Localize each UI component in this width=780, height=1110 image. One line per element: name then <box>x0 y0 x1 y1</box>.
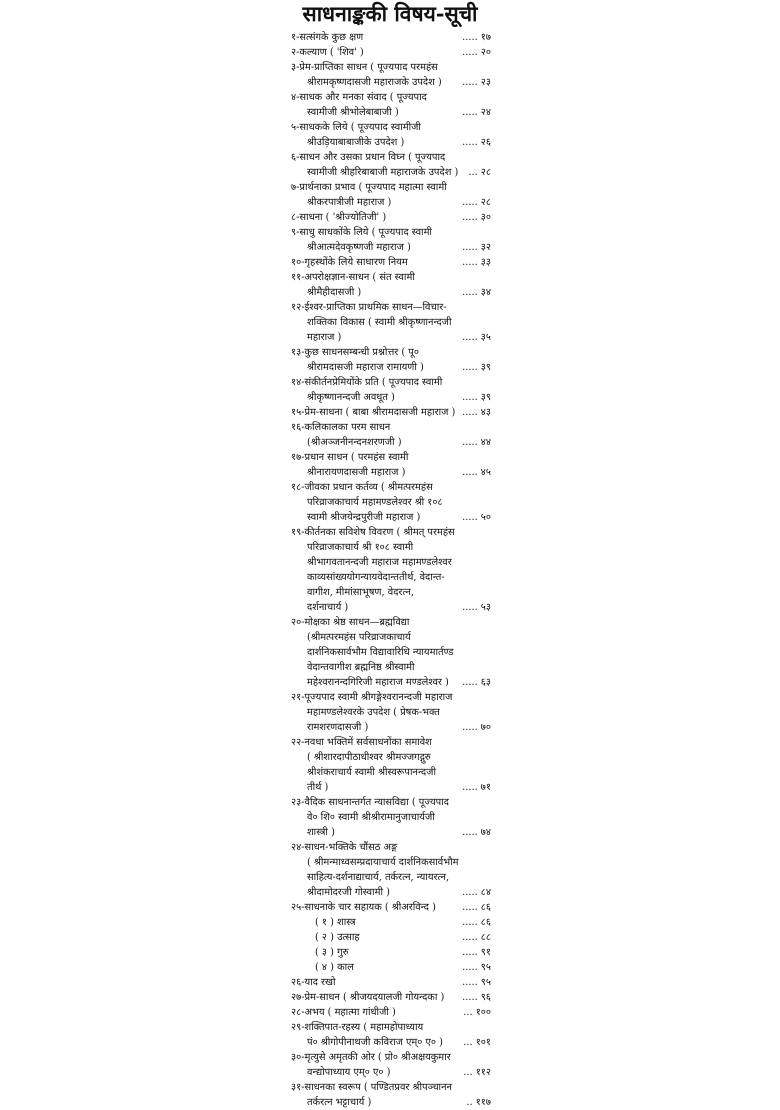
toc-entry-title-continuation: साहित्य-दर्शनाद्याचार्य, तर्करत्न, न्यायरत्न, <box>307 872 450 883</box>
toc-entry <box>291 990 491 1005</box>
toc-entry <box>291 1080 491 1110</box>
toc-entry-title: ८-साधना ( 'श्रीज्योतिजी' ) <box>291 212 387 223</box>
toc-entry-title-continuation: (श्रीमत्परमहंस परिव्राजकाचार्य <box>307 632 411 643</box>
toc-entry <box>291 345 491 375</box>
toc-entry-title-continuation: स्वामी श्रीजयेन्द्रपुरीजी महाराज ) <box>307 512 421 523</box>
toc-entry-title-continuation: श्रीमैहीदासजी ) <box>307 287 362 298</box>
toc-entry-title-continuation: श्रीदामोदरजी गोस्वामी ) <box>307 887 390 898</box>
toc-entry-title: ३-प्रेम-प्राप्तिका साधन ( पूज्यपाद परमहंस <box>291 62 438 73</box>
toc-page-number: ..... ३९ <box>462 392 491 403</box>
toc-entry-title-continuation: स्वामीजी श्रीहरिबाबाजी महाराजके उपदेश ) <box>307 167 459 178</box>
toc-entry-title-continuation: परिव्राजकाचार्य महामण्डलेश्वर श्री १०८ <box>307 497 443 508</box>
toc-entry-title: २२-नवधा भक्तिमें सर्वसाधनोंका समावेश <box>291 737 432 748</box>
toc-entry-title: १०-गृहस्थोंके लिये साधारण नियम <box>291 257 408 268</box>
toc-entry-title: २९-शक्तिपात-रहस्य ( महामहोपाध्याय <box>291 1022 424 1033</box>
toc-page-number: .. ११७ <box>466 1097 491 1108</box>
toc-entry <box>291 840 491 900</box>
toc-page-number: ..... ४५ <box>462 467 491 478</box>
toc-entry-title: ११-अपरोक्षज्ञान-साधन ( संत स्वामी <box>291 272 415 283</box>
toc-page-number: ... १०० <box>463 1007 491 1018</box>
toc-page-number: ..... २३ <box>462 77 491 88</box>
toc-page-number: ..... २६ <box>462 137 491 148</box>
toc-entry <box>291 30 491 45</box>
toc-page-number: ..... ८६ <box>462 902 491 913</box>
toc-entry-title: २६-याद रखो <box>291 977 336 988</box>
toc-entry-title: ७-प्रार्थनाका प्रभाव ( पूज्यपाद महात्मा स्वामी <box>291 182 447 193</box>
toc-entry <box>291 525 491 615</box>
toc-entry <box>291 210 491 225</box>
toc-entry-title-continuation: महेश्वरानन्दगिरिजी महाराज मण्डलेश्वर ) <box>307 677 449 688</box>
toc-entry-title: २०-मोक्षका श्रेष्ठ साधन—ब्रह्मविद्या <box>291 617 410 628</box>
toc-page-number: ..... ३४ <box>462 287 491 298</box>
toc-page-number: ... ११२ <box>463 1067 491 1078</box>
toc-entry <box>291 1020 491 1050</box>
toc-entry-title-continuation: श्रीरामदासजी महाराज रामायणी ) <box>307 362 424 373</box>
toc-entry-title-continuation: (श्रीअञ्जनीनन्दनशरणजी ) <box>307 437 402 448</box>
toc-entry <box>291 120 491 150</box>
page-title: साधनाङ्ककी विषय-सूची <box>302 1 478 26</box>
toc-entry-title: २७-प्रेम-साधन ( श्रीजयदयालजी गोयन्दका ) <box>291 992 445 1003</box>
toc-page-number: ..... ७४ <box>462 827 491 838</box>
toc-entry-title-continuation: वागीश, मीमांसाभूषण, वेदरत्न, <box>307 587 414 598</box>
toc-entry <box>291 225 491 255</box>
toc-page-number: ..... ५३ <box>462 602 491 613</box>
toc-entry <box>291 300 491 345</box>
toc-entry-title-continuation: ( श्रीशारदापीठाधीश्वर श्रीमज्जगद्गुरु <box>307 752 431 763</box>
toc-entry-title: १२-ईश्वर-प्राप्तिका प्राथमिक साधन—विचार- <box>291 302 447 313</box>
toc-page-number: ..... ७१ <box>462 782 491 793</box>
toc-entry <box>291 480 491 525</box>
toc-entry-title-continuation: श्रीभागवतानन्दजी महाराज महामण्डलेश्वर <box>307 557 452 568</box>
toc-entry <box>291 975 491 990</box>
toc-entry-title-continuation: दर्शनाचार्य ) <box>307 602 349 613</box>
toc-entry-title: ( १ ) शास्त्र <box>315 917 356 928</box>
toc-page-number: ..... ३२ <box>462 242 491 253</box>
toc-page-number: ..... ८६ <box>462 917 491 928</box>
toc-entry-title-continuation: श्रीउड़ियाबाबाजीके उपदेश ) <box>307 137 405 148</box>
toc-entry-title-continuation: महाराज ) <box>307 332 342 343</box>
toc-entry <box>291 900 491 915</box>
toc-entry-title: ( २ ) उत्साह <box>315 932 360 943</box>
toc-page-number: ..... ४३ <box>462 407 491 418</box>
toc-entry-title-continuation: परिव्राजकाचार्य श्री १०८ स्वामी <box>307 542 414 553</box>
toc-entry-title: २८-अभय ( महात्मा गांधीजी ) <box>291 1007 396 1018</box>
toc-entry-title-continuation: श्रीनारायणदासजी महाराज ) <box>307 467 406 478</box>
toc-page-number: ..... ४४ <box>462 437 491 448</box>
toc-entry-title-continuation: पं० श्रीगोपीनाथजी कविराज एम्० ए० ) <box>307 1037 443 1048</box>
toc-entry <box>291 375 491 405</box>
toc-entry-title-continuation: शक्तिका विकास ( स्वामी श्रीकृष्णानन्दजी <box>307 317 452 328</box>
toc-entry <box>291 255 491 270</box>
toc-entry <box>291 735 491 795</box>
toc-entry <box>291 915 491 930</box>
toc-entry <box>291 960 491 975</box>
toc-entry-title-continuation: वेदान्तवागीश ब्रह्मनिष्ठ श्रीस्वामी <box>307 662 415 673</box>
toc-entry-title-continuation: महामण्डलेश्वरके उपदेश ( प्रेषक-भक्त <box>307 707 440 718</box>
toc-page-number: ..... ६३ <box>462 677 491 688</box>
toc-page-number: ..... ९६ <box>462 992 491 1003</box>
toc-entry <box>291 1005 491 1020</box>
toc-entry <box>291 1050 491 1080</box>
toc-entry-title-continuation: काव्यसांख्ययोगन्यायवेदान्ततीर्थ, वेदान्त- <box>307 572 445 583</box>
toc-page-number: ..... ९१ <box>462 947 491 958</box>
toc-entry <box>291 795 491 840</box>
toc-entry-title-continuation: श्रीरामकृष्णदासजी महाराजके उपदेश ) <box>307 77 442 88</box>
toc-entry-title-continuation: श्रीकृष्णानन्दजी अवधूत ) <box>307 392 395 403</box>
toc-entry-title: ६-साधन और उसका प्रधान विघ्न ( पूज्यपाद <box>291 152 446 163</box>
toc-entry-title: ४-साधक और मनका संवाद ( पूज्यपाद <box>291 92 427 103</box>
toc-entry-title: १५-प्रेम-साधना ( बाबा श्रीरामदासजी महाराज ) <box>291 407 456 418</box>
toc-entry-title-continuation: तर्करत्न भट्टाचार्य ) <box>307 1097 372 1108</box>
table-of-contents <box>291 30 491 1110</box>
toc-page-number: ... २८ <box>468 167 491 178</box>
toc-entry <box>291 945 491 960</box>
toc-page-number: ..... ३५ <box>462 332 491 343</box>
toc-entry <box>291 930 491 945</box>
toc-entry <box>291 90 491 120</box>
toc-page-number: ..... ८४ <box>462 887 491 898</box>
toc-page-number: ..... ३९ <box>462 362 491 373</box>
toc-page-number: ..... ७० <box>462 722 491 733</box>
toc-entry-title-continuation: वन्द्योपाध्याय एम्० ए० ) <box>307 1067 391 1078</box>
toc-entry-title: १-सत्संगके कुछ क्षण <box>291 32 364 43</box>
toc-entry-title: २५-साधनाके चार सहायक ( श्रीअरविन्द ) <box>291 902 436 913</box>
toc-entry-title: १९-कीर्तनका सविशेष विवरण ( श्रीमत् परमहंस <box>291 527 455 538</box>
toc-entry <box>291 45 491 60</box>
toc-entry-title-continuation: रामशरणदासजी ) <box>307 722 369 733</box>
toc-entry-title: ( ३ ) गुरु <box>315 947 349 958</box>
toc-entry-title-continuation: वे० शि० स्वामी श्रीश्रीरामानुजाचार्यजी <box>307 812 435 823</box>
toc-page-number: ... १०१ <box>463 1037 491 1048</box>
toc-page-number: ..... ८८ <box>462 932 491 943</box>
toc-page-number: ..... ९५ <box>462 977 491 988</box>
toc-entry-title: १६-कलिकालका परम साधन <box>291 422 391 433</box>
toc-entry-title: २४-साधन-भक्तिके चौंसठ अङ्ग <box>291 842 398 853</box>
toc-page-number: ..... २० <box>462 47 491 58</box>
toc-entry <box>291 150 491 180</box>
toc-entry <box>291 420 491 450</box>
toc-entry-title: १८-जीवका प्रधान कर्तव्य ( श्रीमत्परमहंस <box>291 482 433 493</box>
toc-entry <box>291 690 491 735</box>
toc-page-number: ..... १७ <box>462 32 491 43</box>
toc-entry-title: २-कल्याण ( 'शिव' ) <box>291 47 364 58</box>
toc-entry-title-continuation: दार्शनिकसार्वभौम विद्यावारिधि न्यायमार्तण्ड <box>307 647 454 658</box>
toc-entry-title: ५-साधकके लिये ( पूज्यपाद स्वामीजी <box>291 122 421 133</box>
toc-entry-title-continuation: ( श्रीमन्माध्वसम्प्रदायाचार्य दार्शनिकसार्वभौम <box>307 857 459 868</box>
toc-entry-title-continuation: तीर्थ ) <box>307 782 329 793</box>
toc-entry-title-continuation: श्रीकरपात्रीजी महाराज ) <box>307 197 392 208</box>
toc-entry-title: १४-संकीर्तनप्रेमियोंके प्रति ( पूज्यपाद स्वामी <box>291 377 443 388</box>
toc-entry-title: ३१-साधनका स्वरूप ( पण्डितप्रवर श्रीपञ्चानन <box>291 1082 452 1093</box>
toc-entry-title-continuation: शास्त्री ) <box>307 827 335 838</box>
toc-entry-title: ९-साधु साधकोंके लिये ( पूज्यपाद स्वामी <box>291 227 432 238</box>
toc-entry-title: १३-कुछ साधनसम्बन्धी प्रश्नोत्तर ( पू० <box>291 347 419 358</box>
toc-entry <box>291 615 491 690</box>
toc-entry-title-continuation: स्वामीजी श्रीभोलेबाबाजी ) <box>307 107 399 118</box>
toc-entry-title: ३०-मृत्युसे अमृतकी ओर ( प्रो० श्रीअक्षयकुमार <box>291 1052 451 1063</box>
toc-entry-title: १७-प्रधान साधन ( परमहंस स्वामी <box>291 452 409 463</box>
toc-entry <box>291 180 491 210</box>
toc-entry <box>291 60 491 90</box>
toc-page-number: ..... २८ <box>462 197 491 208</box>
toc-entry-title: २१-पूज्यपाद स्वामी श्रीगङ्गेश्वरानन्दजी महाराज <box>291 692 453 703</box>
toc-entry <box>291 270 491 300</box>
toc-page-number: ..... २४ <box>462 107 491 118</box>
toc-entry-title: २३-वैदिक साधनान्तर्गत न्यासविद्या ( पूज्यपाद <box>291 797 449 808</box>
toc-entry-title: ( ४ ) काल <box>315 962 354 973</box>
toc-page-number: ..... ३३ <box>462 257 491 268</box>
toc-entry-title-continuation: श्रीआत्मदेवकृष्णजी महाराज ) <box>307 242 411 253</box>
toc-page-number: ..... ५० <box>462 512 491 523</box>
toc-entry-title-continuation: श्रीशंकराचार्य स्वामी श्रीस्वरूपानन्दजी <box>307 767 436 778</box>
toc-entry <box>291 405 491 420</box>
toc-page-number: ..... ९५ <box>462 962 491 973</box>
toc-page-number: ..... ३० <box>462 212 491 223</box>
toc-entry <box>291 450 491 480</box>
